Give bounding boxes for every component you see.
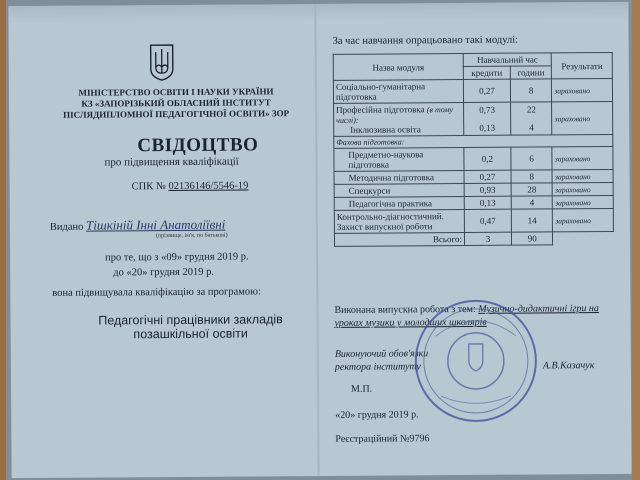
spk-label: СПК №	[131, 181, 166, 193]
topic-prefix: Виконана випускна робота з тем:	[334, 303, 476, 316]
rector-line: ректора інституту	[334, 361, 421, 373]
module-name: Професійна підготовка	[336, 104, 425, 115]
module-credits: 0,27	[463, 79, 510, 102]
module-result: зараховано	[553, 195, 614, 208]
module-hours-cell	[510, 102, 552, 135]
module-name: Предметно-наукова підготовка	[334, 147, 464, 171]
table-total-row	[334, 231, 613, 246]
qualification-line: вона підвищувала кваліфікацію за програмою:	[52, 286, 261, 299]
official-stamp-icon	[410, 295, 541, 431]
module-credits: 0,73	[479, 104, 495, 115]
module-name: Методична підготовка	[334, 170, 464, 184]
ministry-line: МІНІСТЕРСТВО ОСВІТИ І НАУКИ УКРАЇНИ	[78, 86, 274, 98]
module-name: Соціально-гуманітарна підготовка	[333, 79, 463, 103]
topic-value: Музично-дидактичні ігри на уроках музики у молодших школярів	[334, 303, 599, 329]
col-header-module: Назва модуля	[333, 53, 463, 80]
module-result: зараховано	[553, 182, 614, 195]
ministry-line: КЗ «ЗАПОРІЗЬКИЙ ОБЛАСНИЙ ІНСТИТУТ	[81, 97, 271, 109]
col-header-hrs: години	[510, 66, 552, 79]
modules-table	[333, 52, 614, 247]
total-label: Всього:	[334, 232, 464, 246]
module-result: зараховано	[552, 169, 613, 182]
module-hours: 4	[511, 196, 553, 209]
right-page	[318, 2, 631, 476]
certificate-title: СВІДОЦТВО	[137, 134, 259, 157]
module-hours: 14	[511, 209, 553, 232]
trident-emblem-icon	[149, 43, 175, 86]
module-result: зараховано	[552, 146, 613, 169]
background-wood-left	[0, 0, 6, 480]
module-name: Контрольно-діагностичний.	[336, 211, 444, 222]
name-hint: (прізвище, ім'я, по батькові)	[155, 232, 228, 240]
date-from-line: про те, що з «09» грудня 2019 р.	[105, 251, 249, 264]
col-header-hours: Навчальний час	[463, 53, 552, 67]
spk-number-line	[132, 180, 249, 192]
col-header-result: Результати	[552, 52, 613, 78]
certificate-subtitle: про підвищення кваліфікації	[104, 155, 239, 169]
module-credits: 0,13	[479, 122, 496, 133]
program-line: Педагогічні працівники закладів	[98, 312, 283, 328]
recipient-name: Тішкіній Інні Анатоліївні	[85, 216, 226, 233]
table-row	[333, 78, 612, 103]
ministry-header	[51, 86, 301, 121]
left-page	[8, 4, 317, 478]
module-hours: 4	[529, 122, 534, 133]
module-result: зараховано	[553, 208, 614, 231]
background-wood-right	[632, 0, 640, 480]
module-name: Захист випускної роботи	[336, 221, 433, 232]
module-note: (в тому числі):	[336, 105, 454, 125]
module-name: Педагогічна практика	[334, 196, 464, 210]
col-header-credits: кредити	[463, 66, 510, 79]
section-label: Фахова підготовка:	[334, 134, 613, 148]
issued-to-line	[50, 217, 226, 234]
module-credits: 0,13	[464, 196, 511, 209]
total-credits: 3	[464, 232, 511, 245]
modules-heading: За час навчання опрацьовано такі модулі:	[332, 34, 519, 47]
certificate-paper	[8, 2, 631, 478]
module-credits-cell	[464, 102, 511, 135]
module-credits: 0,93	[464, 183, 511, 196]
module-hours: 8	[511, 170, 553, 183]
module-credits: 0,47	[464, 209, 511, 232]
ministry-line: ПІСЛЯДИПЛОМНОЇ ПЕДАГОГІЧНОЇ ОСВІТИ» ЗОР	[63, 108, 290, 120]
total-hours: 90	[511, 232, 553, 245]
module-credits: 0,27	[464, 170, 511, 183]
module-name-cell	[334, 209, 464, 233]
rector-line: Виконуючий обов'язки	[334, 348, 429, 360]
module-hours: 8	[510, 79, 552, 102]
module-hours: 6	[511, 147, 553, 170]
module-result: зараховано	[552, 78, 613, 101]
module-name-cell	[334, 102, 464, 136]
date-to-line: до «20» грудня 2019 р.	[113, 266, 215, 279]
table-row	[334, 146, 613, 171]
module-name: Інклюзивна освіта	[350, 124, 421, 135]
program-name	[71, 312, 311, 342]
module-credits: 0,2	[464, 147, 511, 170]
table-row	[334, 208, 613, 233]
program-line: позашкільної освіти	[133, 326, 248, 342]
registration-number: Реєстраційний №9796	[335, 433, 430, 445]
module-result: зараховано	[552, 101, 613, 134]
spk-number: 02136146/5546-19	[168, 180, 249, 193]
total-empty	[553, 231, 614, 244]
module-name: Спецкурси	[334, 183, 464, 197]
signer-name: А.В.Казачук	[542, 360, 595, 372]
issued-label: Видано	[49, 221, 84, 233]
issue-date: «20» грудня 2019 р.	[335, 409, 419, 421]
seal-place: М.П.	[351, 383, 373, 395]
module-hours: 22	[526, 104, 536, 115]
module-hours: 28	[511, 183, 553, 196]
table-row	[334, 101, 613, 136]
